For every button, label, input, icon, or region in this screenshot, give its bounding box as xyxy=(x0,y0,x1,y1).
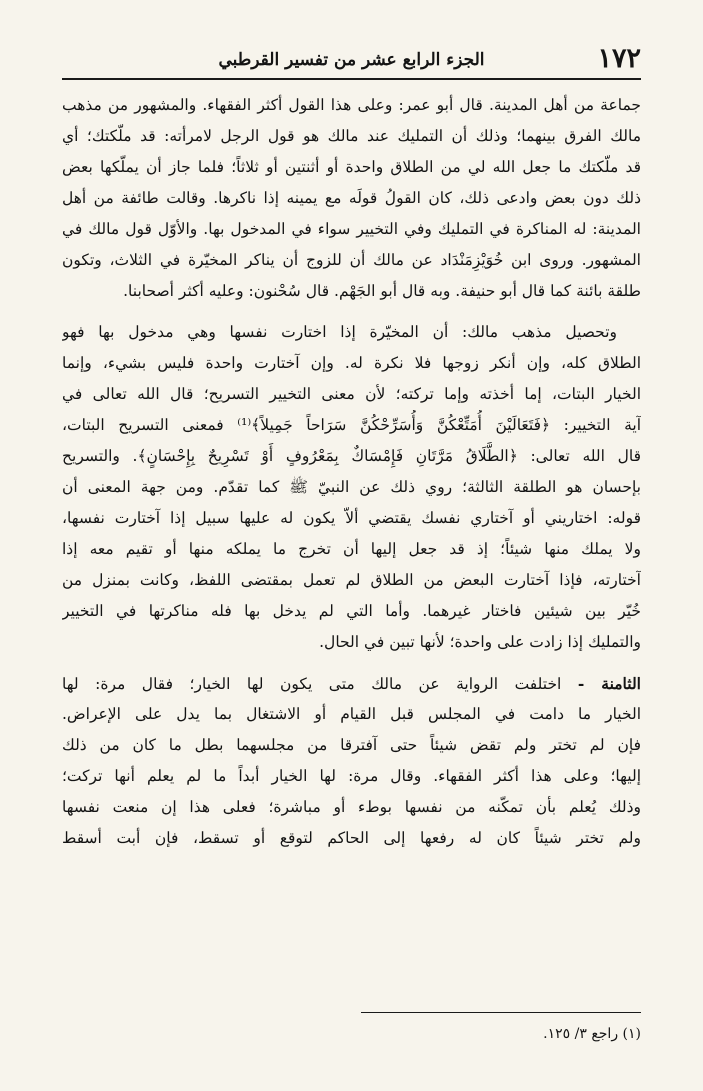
text-line: المشهور. وروى ابن خُوَيْزِمَنْدَاد عن مالك أن للزوج أن يناكر المخيّرة في الثلاث، وتكون xyxy=(62,251,641,269)
text-line: فإن لم تختر ولم تقض شيئاً حتى آفترقا من مجلسهما بطل ما كان من ذلك xyxy=(62,736,641,754)
text-line: آختارته، فإذا آختارت البعض من الطلاق لم تعمل بمقتضى اللفظ، وكانت بمنزل من xyxy=(62,571,641,589)
paragraph-2 xyxy=(62,317,641,658)
text-line: الخيار ما دامت في المجلس قبل القيام أو الاشتغال بما يدل على الإعراض. xyxy=(62,705,641,723)
text-line: المدينة: له المناكرة في التمليك وفي التخيير سواء في المدخول بها. والأوّل قول مالك في xyxy=(62,220,641,238)
text-line: الطلاق كله، وإن أنكر زوجها فلا نكرة له. وإن آختارت واحدة فليس بشيء، وإنما xyxy=(62,354,641,372)
text-line: ذلك دون بعض وادعى ذلك، كان القولُ قولَه مع يمينه إذا ناكرها. وقالت طائفة من أهل xyxy=(62,189,641,207)
text-line: قال الله تعالى: ﴿الطَّلَاقُ مَرَّتَانِ فَإِمْسَاكٌ بِمَعْرُوفٍ أَوْ تَسْرِيحٌ بِإِحْسَانٍ﴾. والتسريح xyxy=(62,447,641,465)
body-text xyxy=(62,90,641,854)
text-line: مالك الفرق بينهما؛ وذلك أن التمليك عند مالك هو قول الرجل لامرأته: قد ملّكتك؛ أي xyxy=(62,127,641,145)
text-line: الخيار البتات، إما أخذته وإما تركته؛ لأن معنى التخيير التسريح؛ قال الله تعالى في xyxy=(62,385,641,403)
page-header xyxy=(62,42,641,80)
text-line: جماعة من أهل المدينة. قال أبو عمر: وعلى هذا القول أكثر الفقهاء. والمشهور من مذهب xyxy=(62,96,641,114)
text-line: والتمليك إذا زادت على واحدة؛ لأنها تبين في الحال. xyxy=(319,633,641,651)
text-line: وتحصيل مذهب مالك: أن المخيّرة إذا اختارت نفسها وهي مدخول بها فهو xyxy=(62,323,617,341)
text-line: قد ملّكتك ما جعل الله لي من الطلاق واحدة أو أثنتين أو ثلاثاً؛ فلما جاز أن يملّكها بعض xyxy=(62,158,641,176)
footnote-divider xyxy=(361,1012,641,1013)
page-number: ١٧٢ xyxy=(597,43,641,74)
text-line: ولا يملك منها شيئاً؛ إذ قد جعل إليها أن تخرج ما يملكه منها أو تقيم معه إذا xyxy=(62,540,641,558)
paragraph-1 xyxy=(62,90,641,307)
text-line: خُيّر بين شيئين فاختار غيرهما. وأما التي لم يدخل بها فله مناكرتها في التخيير xyxy=(62,602,641,620)
text-line: بإحسان هو الطلقة الثالثة؛ روي ذلك عن النبيّ ﷺ كما تقدّم. ومن جهة المعنى أن xyxy=(62,478,641,496)
footnote: (١) راجع ٣/ ١٢٥. xyxy=(543,1026,641,1042)
text-line: وذلك يُعلم بأن تمكّنه من نفسها بوطء أو مباشرة؛ فعلى هذا إن منعت نفسها xyxy=(62,798,641,816)
section-heading-eighth: الثامنة - xyxy=(577,674,641,693)
text-line: آية التخيير: ﴿فَتَعَالَيْنَ أُمَتِّعْكُنَّ وَأُسَرِّحْكُنَّ سَرَاحاً جَمِيلاً﴾⁽¹⁾ فمعنى التسريح البتات، xyxy=(62,416,641,434)
paragraph-3 xyxy=(62,668,641,854)
text-line: طلقة بائنة كما قال أبو حنيفة. وبه قال أبو الجَهْم. قال سُحْنون: وعليه أكثر أصحابنا. xyxy=(123,282,641,300)
text-span: اختلفت الرواية عن مالك متى يكون لها الخيار؛ فقال مرة: لها xyxy=(62,675,578,693)
running-title: الجزء الرابع عشر من تفسير القرطبي xyxy=(218,50,485,70)
text-line: إليها؛ وعلى هذا أكثر الفقهاء. وقال مرة: لها الخيار أبداً ما لم يعلم أنها تركت؛ xyxy=(62,767,641,785)
text-line xyxy=(62,668,641,699)
text-line: قوله: اختاريني أو آختاري نفسك يقتضي ألاّ يكون له عليها سبيل إذا آختارت نفسها، xyxy=(62,509,641,527)
text-line: ولم تختر شيئاً كان له رفعها إلى الحاكم لتوقع أو تسقط، فإن أبت أسقط xyxy=(62,829,641,847)
